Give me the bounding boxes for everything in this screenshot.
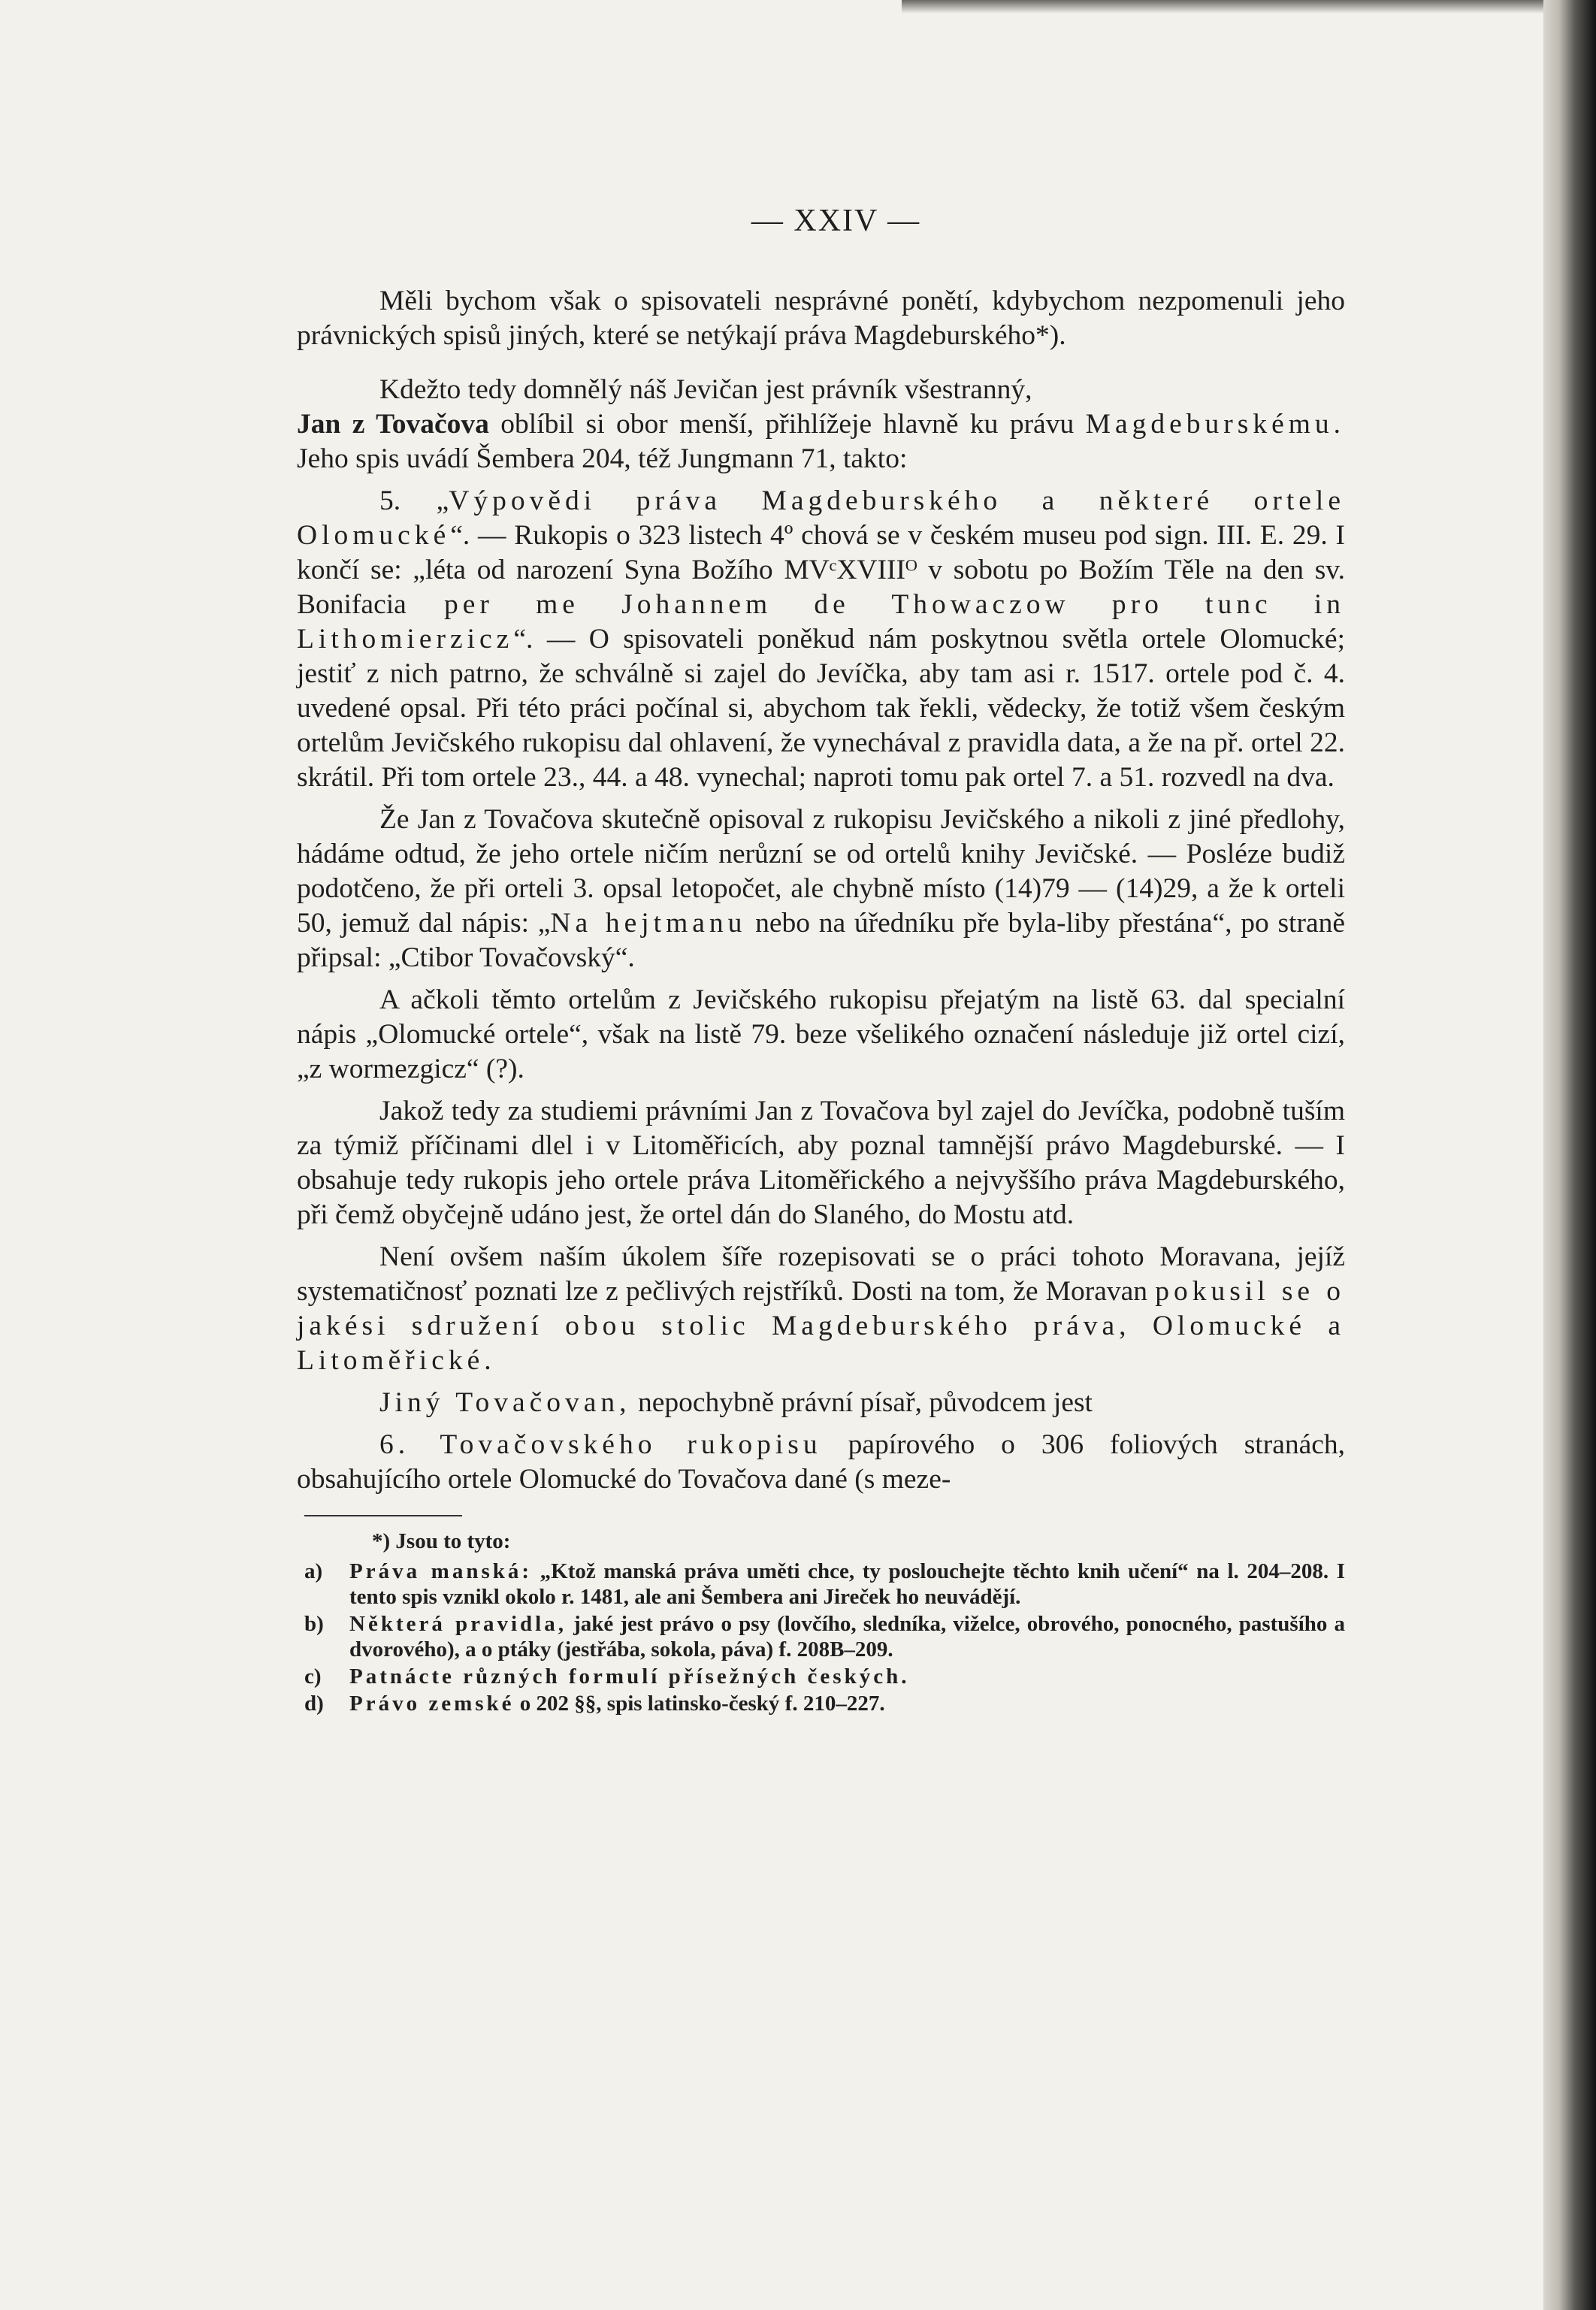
paragraph-9: 6. Tovačovského rukopisu papírového o 306 foliových stranách, obsahujícího ortele Olomucké do Tovačova dané (s meze- <box>297 1429 1345 1495</box>
footnote-item: c) Patnácte různých formulí přísežných českých. <box>304 1664 910 1689</box>
paragraph-1: Měli bychom však o spisovateli nesprávné ponětí, kdybychom nezpomenuli jeho právnických spisů jiných, které se netýkají práva Magdeburského*). <box>297 286 1345 351</box>
page-body <box>297 203 1345 1718</box>
paragraph-5: A ačkoli těmto ortelům z Jevičského rukopisu přejatým na listě 63. dal specialní nápis „Olomucké ortele“, však na listě 79. beze všelikého označení následuje již ortel cizí, „z wormezgicz“ (?). <box>297 984 1345 1084</box>
footnote-title: *) Jsou to tyto: <box>372 1529 511 1553</box>
footnote-rule <box>304 1515 462 1516</box>
footnote-item: b) Některá pravidla, jaké jest právo o psy (lovčího, sledníka, viželce, obrového, ponocného, pastušího a dvorového), a o ptáky (jestřába, sokola, páva) f. 208B–209. <box>304 1612 1345 1661</box>
paragraph-6: Jakož tedy za studiemi právními Jan z Tovačova byl zajel do Jevíčka, podobně tuším za týmiž příčinami dlel i v Litoměřicích, aby poznal tamnější právo Magdeburské. — I obsahuje tedy rukopis jeho ortele práva Litoměřického a nejvyššího práva Magdeburského, při čemž obyčejně udáno jest, že ortel dán do Slaného, do Mostu atd. <box>297 1096 1345 1230</box>
paragraph-7: Není ovšem naším úkolem šíře rozepisovati se o práci tohoto Moravana, jejíž systematičnosť poznati lze z pečlivých rejstříků. Dosti na tom, že Moravan pokusil se o jakési sdružení obou stolic Magdeburského práva, Olomucké a Litoměřické. <box>297 1241 1346 1376</box>
paragraph-4: Že Jan z Tovačova skutečně opisoval z rukopisu Jevičského a nikoli z jiné předlohy, hádáme odtud, že jeho ortele ničím nerůzní se od ortelů knihy Jevičské. — Posléze budiž podotčeno, že při orteli 3. opsal letopočet, ale chybně místo (14)79 — (14)29, a že k orteli 50, jemuž dal nápis: „Na hejtmanu nebo na úředníku pře byla-liby přestána“, po straně připsal: „Ctibor Tovačovský“. <box>297 804 1345 973</box>
author-name: Jan z Tovačova <box>297 409 489 440</box>
footnote-item: d) Právo zemské o 202 §§, spis latinsko-český f. 210–227. <box>304 1692 885 1716</box>
running-head: — XXIV — <box>751 204 921 238</box>
paragraph-8: Jiný Tovačovan, nepochybně právní písař, původcem jest <box>379 1387 1093 1418</box>
book-binding-edge <box>1543 0 1596 2310</box>
paragraph-2: Kdežto tedy domnělý náš Jevičan jest právník všestranný, Jan z Tovačova oblíbil si obor menší, přihlížeje hlavně ku právu Magdeburskému. Jeho spis uvádí Šembera 204, též Jungmann 71, takto: <box>297 374 1346 474</box>
page-top-shadow <box>902 0 1548 14</box>
footnote-item: a) Práva manská: „Ktož manská práva uměti chce, ty poslouchejte těchto knih učení“ na l. 204–208. I tento spis vznikl okolo r. 1481, ale ani Šembera ani Jireček ho neuvádějí. <box>304 1559 1345 1609</box>
manuscript-title: Výpovědi práva Magdeburského a některé ortele Olomucké <box>297 485 1345 551</box>
paragraph-3: 5. „Výpovědi práva Magdeburského a některé ortele Olomucké“. — Rukopis o 323 listech 4º chová se v českém museu pod sign. III. E. 29. I končí se: „léta od narození Syna Božího MVᶜXVIIIᴼ v sobotu po Božím Těle na den sv. Bonifacia per me Johannem de Thowaczow pro tunc in Lithomierzicz“. — O spisovateli poněkud nám poskytnou světla ortele Olomucké; jestiť z nich patrno, že schválně si zajel do Jevíčka, aby tam asi r. 1517. ortele pod č. 4. uvedené opsal. Při této práci počínal si, abychom tak řekli, vědecky, že totiž všem českým ortelům Jevičského rukopisu dal ohlavení, že vynechával z pravidla data, a že na př. ortel 22. skrátil. Při tom ortele 23., 44. a 48. vynechal; naproti tomu pak ortel 7. a 51. rozvedl na dva. <box>297 485 1346 793</box>
